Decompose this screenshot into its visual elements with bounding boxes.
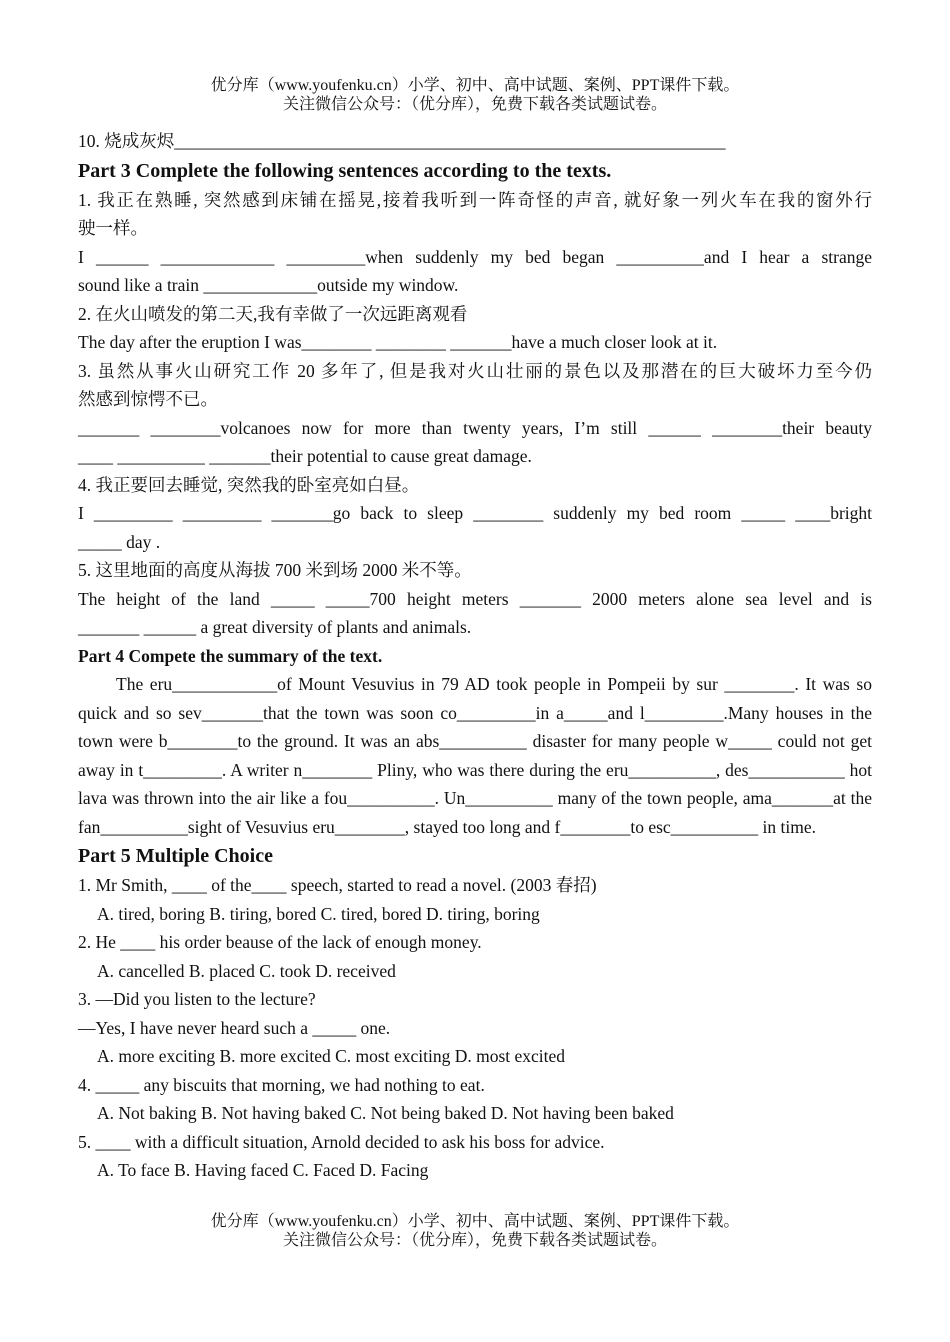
part3-q3-chinese-line1: 3. 虽然从事火山研究工作 20 多年了, 但是我对火山壮丽的景色以及那潜在的巨大破坏力至今仍 bbox=[78, 360, 872, 381]
part5-q3-stem-reply: —Yes, I have never heard such a _____ one. bbox=[78, 1017, 391, 1038]
footer-line-2: 关注微信公众号：（优分库），免费下载各类试题试卷。 bbox=[282, 1232, 667, 1249]
part5-q4-stem: 4. _____ any biscuits that morning, we had nothing to eat. bbox=[78, 1074, 485, 1095]
part5-q2-options: A. cancelled B. placed C. took D. received bbox=[97, 960, 396, 981]
part5-q4-options: A. Not baking B. Not having baked C. Not being baked D. Not having been baked bbox=[97, 1103, 674, 1123]
part3-title: Part 3 Complete the following sentences according to the texts. bbox=[78, 159, 612, 182]
page-footer bbox=[0, 1212, 950, 1250]
part5-q1-stem: 1. Mr Smith, ____ of the____ speech, started to read a novel. (2003 春招) bbox=[78, 875, 597, 895]
part3-q2-chinese: 2. 在火山喷发的第二天,我有幸做了一次远距离观看 bbox=[78, 303, 468, 324]
part3-q5-english-line2: _______ ______ a great diversity of plants and animals. bbox=[78, 617, 472, 637]
part3-q1-chinese-line2: 驶一样。 bbox=[78, 218, 148, 238]
page-header bbox=[0, 76, 950, 114]
header-line-2: 关注微信公众号：（优分库），免费下载各类试题试卷。 bbox=[282, 96, 667, 113]
part3-q1-chinese-line1: 1. 我正在熟睡, 突然感到床铺在摇晃,接着我听到一阵奇怪的声音, 就好象一列火车在我的窗外行 bbox=[78, 189, 872, 210]
part5-q5-stem: 5. ____ with a difficult situation, Arnold decided to ask his boss for advice. bbox=[78, 1131, 605, 1152]
part3-q3-english-line1: _______ ________volcanoes now for more than twenty years, I’m still ______ ________their beauty bbox=[78, 417, 872, 438]
part5-q5-options: A. To face B. Having faced C. Faced D. Facing bbox=[97, 1160, 429, 1180]
part3-q4-english-line2: _____ day . bbox=[78, 531, 161, 552]
part3-q5-chinese: 5. 这里地面的高度从海拔 700 米到场 2000 米不等。 bbox=[78, 560, 472, 580]
worksheet-content bbox=[78, 127, 872, 1185]
part3-q4-chinese: 4. 我正要回去睡觉, 突然我的卧室亮如白昼。 bbox=[78, 474, 420, 495]
part2-item-10: 10. 烧成灰烬_______________________________________________________________ bbox=[78, 131, 726, 151]
part3-q5-english-line1: The height of the land _____ _____700 height meters _______ 2000 meters alone sea level and is bbox=[78, 588, 872, 609]
part3-q1-english-line2: sound like a train _____________outside my window. bbox=[78, 275, 459, 295]
part3-q3-chinese-line2: 然感到惊愕不已。 bbox=[78, 389, 218, 409]
part5-q3-options: A. more exciting B. more excited C. most exciting D. most excited bbox=[97, 1046, 566, 1066]
footer-line-1: 优分库（www.youfenku.cn）小学、初中、高中试题、案例、PPT课件下载。 bbox=[210, 1213, 740, 1230]
header-line-1: 优分库（www.youfenku.cn）小学、初中、高中试题、案例、PPT课件下载。 bbox=[210, 77, 740, 94]
part5-q1-options: A. tired, boring B. tiring, bored C. tired, bored D. tiring, boring bbox=[97, 903, 540, 924]
part5-q2-stem: 2. He ____ his order beause of the lack of enough money. bbox=[78, 932, 482, 952]
part3-q2-english: The day after the eruption I was________ ________ _______have a much closer look at it. bbox=[78, 332, 718, 352]
part3-q4-english-line1: I _________ _________ _______go back to sleep ________ suddenly my bed room _____ ____bright bbox=[78, 503, 872, 523]
part4-title: Part 4 Compete the summary of the text. bbox=[78, 645, 383, 666]
part3-q3-english-line2: ____ __________ _______their potential to cause great damage. bbox=[78, 446, 532, 466]
part4-summary-paragraph: The eru____________of Mount Vesuvius in 79 AD took people in Pompeii by sur ________. It was so quick and so sev_______that the town was soon co_________in a_____and l_________.Many houses in the town were b________to the ground. It was an abs__________ disaster for many people w_____ could not get away in t_________. A writer n________ Pliny, who was there during the eru__________, des___________ hot lava was thrown into the air like a fou__________. Un__________ many of the town people, ama_______at the fan__________sight of Vesuvius eru________, stayed too long and f________to esc__________ in time. bbox=[78, 674, 872, 837]
part3-q1-english-line1: I ______ _____________ _________when suddenly my bed began __________and I hear a strange bbox=[78, 246, 872, 267]
part5-q3-stem: 3. —Did you listen to the lecture? bbox=[78, 989, 316, 1009]
part5-title: Part 5 Multiple Choice bbox=[78, 845, 273, 867]
